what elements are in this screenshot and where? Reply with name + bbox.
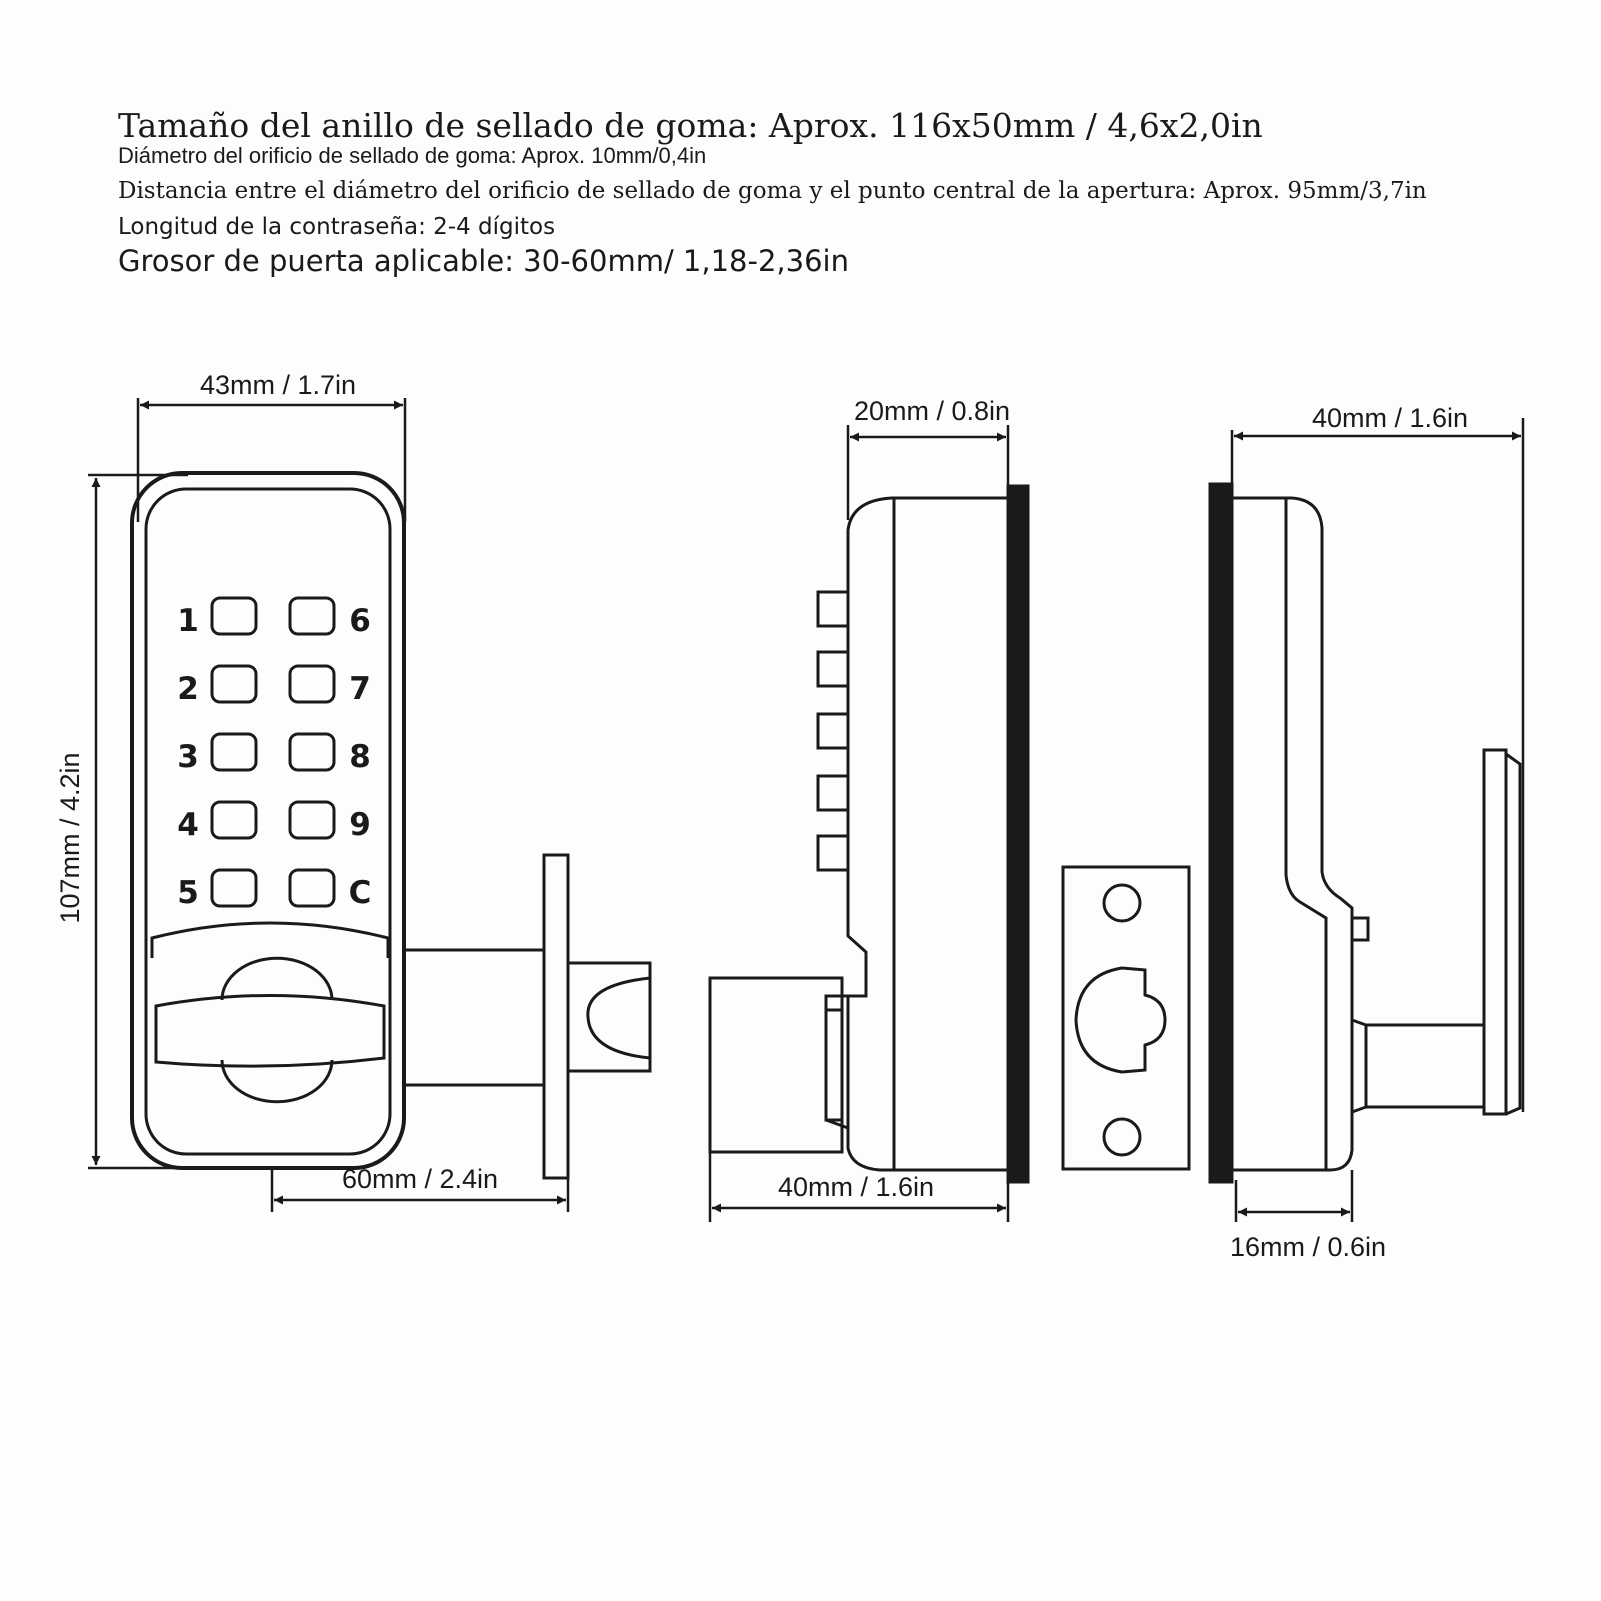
spec-seal-hole-diameter: Diámetro del orificio de sellado de goma: Aprox. 10mm/0,4in	[118, 143, 707, 168]
front-knob-arc	[222, 958, 332, 1000]
side-key-profiles	[818, 592, 848, 870]
front-width-label: 43mm / 1.7in	[199, 370, 357, 400]
spec-password-length: Longitud de la contraseña: 2-4 dígitos	[118, 214, 556, 240]
spec-door-thickness: Grosor de puerta aplicable: 30-60mm/ 1,18-2,36in	[118, 244, 849, 278]
front-view	[132, 473, 650, 1178]
key-label: 4	[177, 807, 199, 843]
key-label: 2	[177, 671, 199, 707]
key-label: 1	[177, 603, 199, 639]
back-body-seam-lower	[1286, 875, 1326, 1170]
key-label: 9	[349, 807, 371, 843]
key-9-button	[290, 802, 334, 838]
back-depth-label: 16mm / 0.6in	[1229, 1232, 1387, 1262]
keypad-buttons	[212, 598, 334, 906]
latch-length-label: 60mm / 2.4in	[341, 1164, 499, 1194]
key-label: 7	[349, 671, 371, 707]
latch-bar	[404, 950, 544, 1085]
key-label: 5	[177, 875, 199, 911]
side-seal-strip	[1008, 486, 1028, 1182]
back-view	[1210, 484, 1520, 1182]
front-handle-shroud	[152, 923, 388, 958]
key-6-button	[290, 598, 334, 634]
back-body-tab	[1352, 918, 1368, 940]
back-seal-strip	[1210, 484, 1232, 1182]
key-3-button	[212, 734, 256, 770]
side-knob	[826, 996, 848, 1128]
side-view	[710, 486, 1028, 1182]
key-label: 6	[349, 603, 371, 639]
side-latch-step	[826, 1010, 842, 1120]
side-body-outline	[848, 498, 1008, 1170]
keypad-labels	[177, 603, 371, 911]
side-latch-block	[710, 978, 842, 1152]
key-2-button	[212, 666, 256, 702]
back-handle-grip	[1484, 750, 1506, 1114]
strike-screw-hole-top	[1104, 885, 1140, 921]
strike-screw-hole-bottom	[1104, 1119, 1140, 1155]
strike-plate-body	[1063, 867, 1189, 1169]
key-5-button	[212, 870, 256, 906]
key-7-button	[290, 666, 334, 702]
back-width-label: 40mm / 1.6in	[1311, 403, 1469, 433]
key-c-button	[290, 870, 334, 906]
latch-bolt-curve	[588, 978, 650, 1058]
back-handle-collar	[1352, 1020, 1366, 1112]
back-handle-shaft	[1366, 1025, 1484, 1107]
side-key-profile	[818, 714, 848, 748]
latch-faceplate	[544, 855, 568, 1178]
strike-plate	[1063, 867, 1189, 1169]
side-key-profile	[818, 776, 848, 810]
strike-latch-opening	[1076, 968, 1165, 1072]
dimension-labels	[55, 370, 1468, 1262]
front-lever	[156, 996, 384, 1067]
key-label: 3	[177, 739, 199, 775]
back-handle-grip-edge	[1506, 754, 1520, 1114]
side-key-profile	[818, 652, 848, 686]
back-body-outline	[1232, 498, 1352, 1170]
key-4-button	[212, 802, 256, 838]
spec-seal-ring-size: Tamaño del anillo de sellado de goma: Aprox. 116x50mm / 4,6x2,0in	[118, 106, 1263, 145]
side-key-profile	[818, 592, 848, 626]
key-label: 8	[349, 739, 371, 775]
front-height-label: 107mm / 4.2in	[55, 752, 85, 924]
key-label: C	[348, 875, 372, 911]
side-depth-bottom-label: 40mm / 1.6in	[777, 1172, 935, 1202]
spec-hole-to-center-distance: Distancia entre el diámetro del orificio de sellado de goma y el punto central de la apertura: Aprox. 95mm/3,7in	[118, 178, 1427, 204]
key-1-button	[212, 598, 256, 634]
key-8-button	[290, 734, 334, 770]
side-key-profile	[818, 836, 848, 870]
side-depth-top-label: 20mm / 0.8in	[853, 396, 1011, 426]
